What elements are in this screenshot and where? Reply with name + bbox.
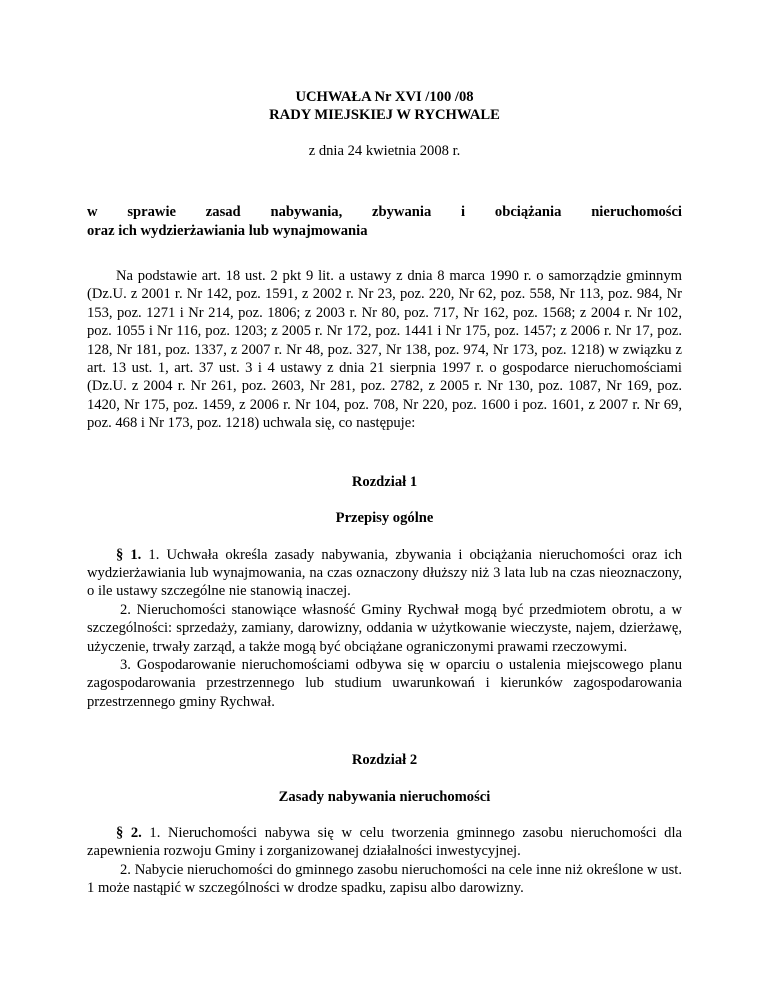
section-1-para-3: 3. Gospodarowanie nieruchomościami odbywa się w oparciu o ustalenia miejscowego planu zagospodarowania przestrzennego lub studium uwarunkowań i kierunków zagospodarowania przestrzennego gminy Rychwał. bbox=[87, 656, 682, 710]
chapter-2-title: Zasady nabywania nieruchomości bbox=[278, 788, 491, 805]
resolution-date: z dnia 24 kwietnia 2008 r. bbox=[308, 142, 461, 159]
preamble-paragraph: Na podstawie art. 18 ust. 2 pkt 9 lit. a ustawy z dnia 8 marca 1990 r. o samorządzie gminnym (Dz.U. z 2001 r. Nr 142, poz. 1591, z 2002 r. Nr 23, poz. 220, Nr 62, poz. 558, Nr 113, poz. 984, Nr 153, poz. 1271 i Nr 214, poz. 1806; z 2003 r. Nr 80, poz. 717, Nr 162, poz. 1568; z 2004 r. Nr 102, poz. 1055 i Nr 116, poz. 1203; z 2005 r. Nr 172, poz. 1441 i Nr 175, poz. 1457; z 2006 r. Nr 17, poz. 128, Nr 181, poz. 1337, z 2007 r. Nr 48, poz. 327, Nr 138, poz. 974, Nr 173, poz. 1218) w związku z art. 13 ust. 1, art. 37 ust. 3 i 4 ustawy z dnia 21 sierpnia 1997 r. o gospodarce nieruchomościami (Dz.U. z 2004 r. Nr 261, poz. 2603, Nr 281, poz. 2782, z 2005 r. Nr 130, poz. 1087, Nr 169, poz. 1420, Nr 175, poz. 1459, z 2006 r. Nr 104, poz. 708, Nr 220, poz. 1600 i poz. 1601, z 2007 r. Nr 69, poz. 468 i Nr 173, poz. 1218) uchwala się, co następuje: bbox=[87, 268, 682, 432]
chapter-2-heading: Rozdział 2 bbox=[351, 752, 418, 769]
section-2-para-1 bbox=[87, 824, 682, 861]
chapter-1-title: Przepisy ogólne bbox=[335, 510, 434, 527]
title-line-1: UCHWAŁA Nr XVI /100 /08 bbox=[295, 89, 474, 105]
section-2-para-2: 2. Nabycie nieruchomości do gminnego zasobu nieruchomości na cele inne niż określone w ust. 1 może nastąpić w szczególności w drodze spadku, zapisu albo darowizny. bbox=[87, 861, 682, 897]
section-2-para-1-text: 1. Nieruchomości nabywa się w celu tworzenia gminnego zasobu nieruchomości dla zapewnienia rozwoju Gminy i zorganizowanej działalności inwestycyjnej. bbox=[87, 824, 682, 860]
subject-line-1: w sprawie zasad nabywania, zbywania i obciążania nieruchomości bbox=[87, 204, 682, 221]
title-line-2: RADY MIEJSKIEJ W RYCHWALE bbox=[269, 107, 500, 124]
section-1-para-1-text: 1. Uchwała określa zasady nabywania, zbywania i obciążania nieruchomości oraz ich wydzierżawiania lub wynajmowania, na czas oznaczony dłuższy niż 3 lata lub na czas nieoznaczony, o ile ustawy szczególne nie stanowią inaczej. bbox=[87, 546, 682, 600]
section-1-para-2: 2. Nieruchomości stanowiące własność Gminy Rychwał mogą być przedmiotem obrotu, a w szczególności: sprzedaży, zamiany, darowizny, oddania w użytkowanie wieczyste, najem, dzierżawę, użyczenie, trwały zarząd, a także mogą być obciążane ograniczonymi prawami rzeczowymi. bbox=[87, 601, 682, 655]
document-content bbox=[87, 88, 682, 898]
section-2-mark: § 2. bbox=[116, 824, 142, 841]
chapter-1-heading: Rozdział 1 bbox=[351, 473, 418, 490]
section-1-para-1 bbox=[87, 546, 682, 601]
resolution-title bbox=[87, 88, 682, 125]
subject-line-2: oraz ich wydzierżawiania lub wynajmowania bbox=[87, 222, 368, 239]
section-1-mark: § 1. bbox=[116, 546, 142, 563]
